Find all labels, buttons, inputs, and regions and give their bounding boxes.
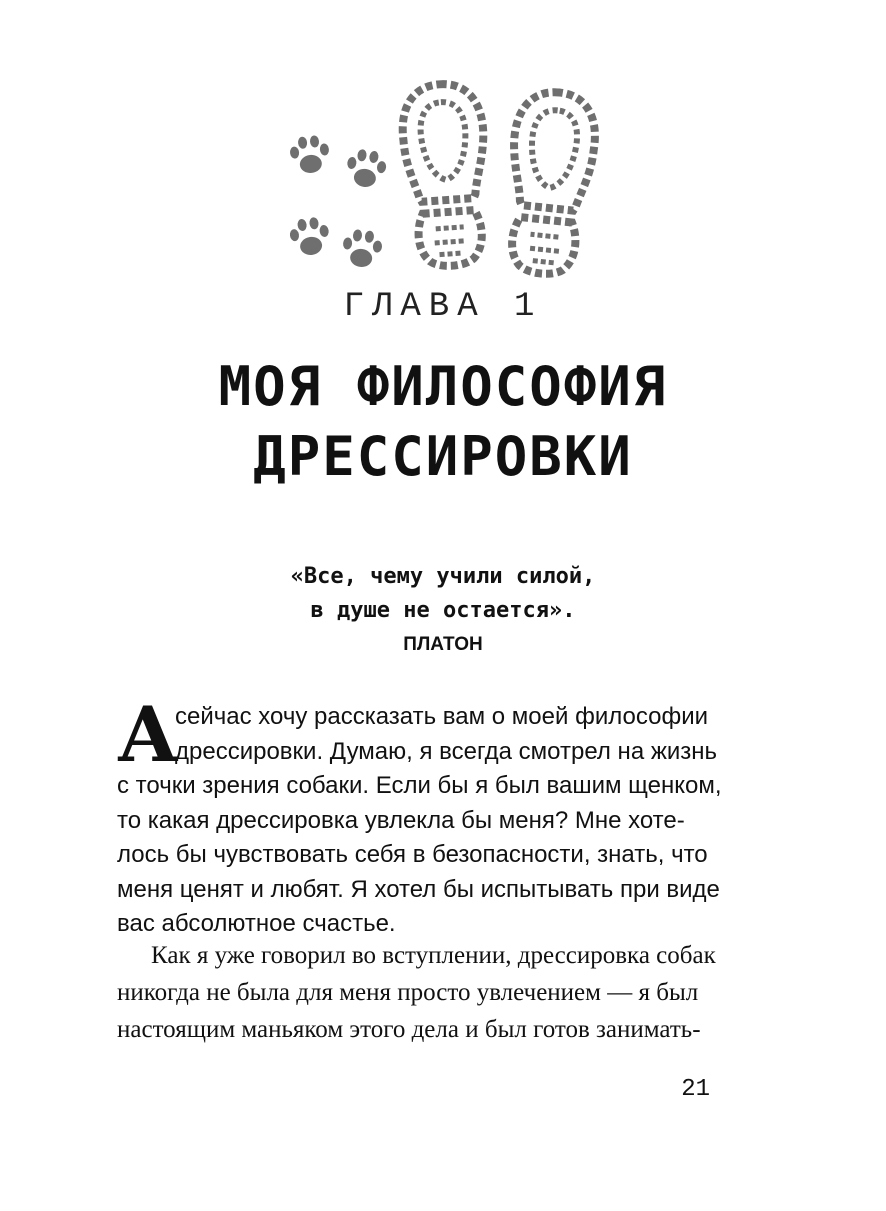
paw-print-icon: [284, 130, 337, 183]
boot-print-icon: [391, 77, 500, 273]
footprints-illustration: [280, 80, 600, 280]
text-line: с точки зрения собаки. Если бы я был вашим щенком,: [117, 772, 722, 799]
text-line: настоящим маньяком этого дела и был готов занимать-: [117, 1016, 701, 1043]
text-line: сейчас хочу рассказать вам о моей философии: [175, 703, 709, 730]
chapter-label: ГЛАВА 1: [343, 288, 543, 326]
paw-print-icon: [336, 224, 389, 277]
paw-print-icon: [339, 143, 393, 197]
text-line: меня ценят и любят. Я хотел бы испытывать при виде: [117, 875, 720, 903]
paragraph-1: [117, 690, 722, 942]
text-line: Как я уже говорил во вступлении, дрессировка собак: [151, 942, 716, 969]
epigraph-line: «Все, чему учили силой,: [290, 564, 596, 589]
text-line: вас абсолютное счастье.: [117, 910, 396, 937]
boot-print-icon: [492, 84, 607, 283]
chapter-title-line: МОЯ ФИЛОСОФИЯ: [218, 355, 668, 418]
text-line: дрессировки. Думаю, я всегда смотрел на жизнь: [175, 737, 718, 765]
chapter-title-line: ДРЕССИРОВКИ: [253, 425, 633, 488]
drop-cap: А: [117, 690, 179, 779]
text-line: то какая дрессировка увлекла бы меня? Мне хоте-: [117, 806, 685, 834]
paw-print-icon: [283, 211, 337, 265]
paragraph-2: [117, 937, 717, 1048]
epigraph-line: в душе не остается».: [310, 598, 576, 623]
chapter-title: [0, 352, 886, 492]
page-number: 21: [681, 1076, 710, 1103]
epigraph-author: ПЛАТОН: [403, 634, 483, 655]
text-line: лось бы чувствовать себя в безопасности, знать, что: [117, 841, 708, 868]
text-line: никогда не была для меня просто увлечением — я был: [117, 979, 699, 1006]
epigraph-quote: [0, 560, 886, 628]
